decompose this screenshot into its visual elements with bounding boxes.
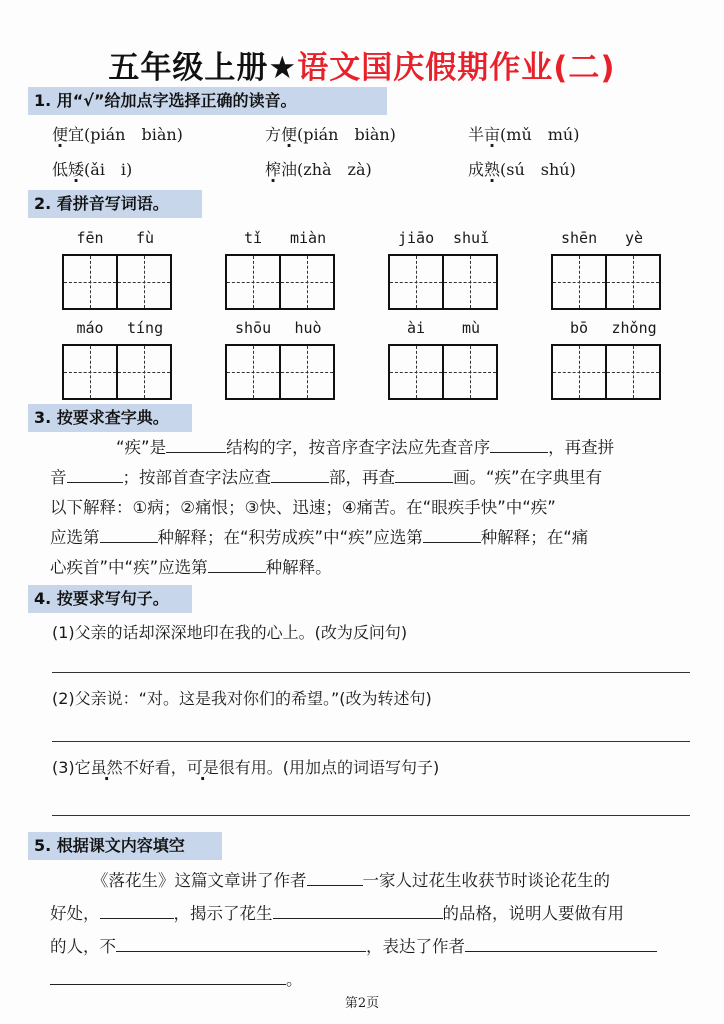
pinyin-options[interactable]: (ǎi i)	[84, 160, 133, 179]
grid-cell[interactable]	[227, 346, 279, 398]
dotted-character: 熟	[484, 160, 501, 179]
word: 半亩	[468, 125, 501, 144]
answer-blank[interactable]	[116, 933, 366, 952]
question-4-1: (1)父亲的话却深深地印在我的心上。(改为反问句)	[52, 623, 408, 642]
grid-cell[interactable]	[442, 256, 496, 308]
answer-blank[interactable]	[166, 434, 226, 453]
title-subject: 语文国庆假期作业(二)	[297, 50, 616, 86]
pronunciation-item[interactable]	[468, 157, 576, 180]
pinyin-options[interactable]: (pián biàn)	[297, 125, 396, 144]
word: 榨油	[265, 160, 298, 179]
section-5-text: 《落花生》这篇文章讲了作者 一家人过花生收获节时谈论花生的 好处， ，揭示了花生 的品格，说明人要做有用 的人，不 ，表达了作者 。	[50, 864, 690, 996]
pinyin-syllable: tíng	[127, 319, 164, 337]
star-icon: ★	[268, 50, 298, 86]
pronunciation-item[interactable]	[468, 122, 579, 145]
grid-cell[interactable]	[64, 256, 116, 308]
pinyin-syllable: miàn	[290, 229, 327, 247]
dotted-character: 矮	[68, 160, 85, 179]
pinyin-syllable: fēn	[76, 229, 104, 247]
section-3-text: “疾”是 结构的字，按音序查字法应先查音序 ，再查拼 音 ；按部首查字法应查 部，再查 画。“疾”在字典里有 以下解释：①病；②痛恨；③快、迅速；④痛苦。在“眼疾手快”中“疾” 应选第 种解释；在“积劳成疾”中“疾”应选第 种解释；在“痛 心疾首”中“疾”应选第 种解释。	[50, 433, 690, 583]
answer-blank[interactable]	[465, 933, 657, 952]
grid-cell[interactable]	[116, 256, 170, 308]
dotted-character: 亩	[484, 125, 501, 144]
pronunciation-item[interactable]	[52, 157, 132, 180]
grid-cell[interactable]	[390, 346, 442, 398]
grid-cell[interactable]	[605, 256, 659, 308]
dotted-character: 榨	[265, 160, 282, 179]
answer-line[interactable]	[52, 815, 690, 816]
grid-cell[interactable]	[442, 346, 496, 398]
pinyin-syllable: shuǐ	[453, 229, 490, 247]
writing-grid[interactable]	[62, 344, 172, 400]
grid-cell[interactable]	[116, 346, 170, 398]
writing-grid[interactable]	[551, 344, 661, 400]
answer-blank[interactable]	[273, 900, 443, 919]
grid-cell[interactable]	[553, 256, 605, 308]
writing-grid[interactable]	[551, 254, 661, 310]
pronunciation-item[interactable]	[52, 122, 183, 145]
pinyin-options[interactable]: (mǔ mú)	[500, 125, 580, 144]
answer-blank[interactable]	[395, 464, 453, 483]
answer-line[interactable]	[52, 741, 690, 742]
answer-blank[interactable]	[423, 524, 481, 543]
pinyin-options[interactable]: (sú shú)	[500, 160, 576, 179]
page-title	[0, 42, 724, 87]
writing-grid[interactable]	[225, 344, 335, 400]
grid-cell[interactable]	[279, 346, 333, 398]
pinyin-syllable: zhǒng	[611, 319, 657, 337]
question-4-2: (2)父亲说：“对。这是我对你们的希望。”(改为转述句)	[52, 689, 432, 708]
pronunciation-item[interactable]	[265, 157, 372, 180]
word: 低矮	[52, 160, 85, 179]
section-1-heading: 1. 用“√”给加点字选择正确的读音。	[28, 87, 387, 115]
pinyin-syllable: mù	[462, 319, 481, 337]
section-5-heading: 5. 根据课文内容填空	[28, 832, 222, 860]
grid-cell[interactable]	[553, 346, 605, 398]
writing-grid[interactable]	[388, 254, 498, 310]
pinyin-syllable: huò	[294, 319, 322, 337]
grid-cell[interactable]	[64, 346, 116, 398]
section-4-heading: 4. 按要求写句子。	[28, 585, 192, 613]
answer-blank[interactable]	[100, 900, 174, 919]
pinyin-syllable: máo	[76, 319, 104, 337]
pinyin-options[interactable]: (pián biàn)	[84, 125, 183, 144]
dotted-character: 便	[52, 125, 69, 144]
dotted-character: 便	[281, 125, 298, 144]
writing-grid[interactable]	[62, 254, 172, 310]
page-number: 第2页	[344, 996, 380, 1011]
grid-cell[interactable]	[227, 256, 279, 308]
answer-blank[interactable]	[100, 524, 158, 543]
pinyin-syllable: tǐ	[244, 229, 263, 247]
word: 便宜	[52, 125, 85, 144]
answer-blank[interactable]	[307, 867, 363, 886]
section-2-heading: 2. 看拼音写词语。	[28, 190, 202, 218]
answer-blank[interactable]	[67, 464, 123, 483]
writing-grid[interactable]	[388, 344, 498, 400]
title-grade: 五年级上册	[108, 50, 269, 86]
pinyin-syllable: ài	[407, 319, 426, 337]
word: 方便	[265, 125, 298, 144]
answer-line[interactable]	[52, 672, 690, 673]
answer-blank[interactable]	[208, 554, 266, 573]
grid-cell[interactable]	[279, 256, 333, 308]
pinyin-syllable: jiāo	[398, 229, 435, 247]
word: 成熟	[468, 160, 501, 179]
answer-blank[interactable]	[50, 966, 286, 985]
writing-grid[interactable]	[225, 254, 335, 310]
grid-cell[interactable]	[390, 256, 442, 308]
pinyin-syllable: shōu	[235, 319, 272, 337]
pinyin-syllable: bō	[570, 319, 589, 337]
answer-blank[interactable]	[490, 434, 548, 453]
section-3-heading: 3. 按要求查字典。	[28, 404, 192, 432]
pinyin-options[interactable]: (zhà zà)	[297, 160, 372, 179]
answer-blank[interactable]	[271, 464, 329, 483]
grid-cell[interactable]	[605, 346, 659, 398]
pronunciation-item[interactable]	[265, 122, 396, 145]
pinyin-syllable: fù	[136, 229, 155, 247]
pinyin-syllable: shēn	[561, 229, 598, 247]
question-4-3: (3)它虽然不好看，可是很有用。(用加点的词语写句子)	[52, 758, 440, 777]
pinyin-syllable: yè	[625, 229, 644, 247]
